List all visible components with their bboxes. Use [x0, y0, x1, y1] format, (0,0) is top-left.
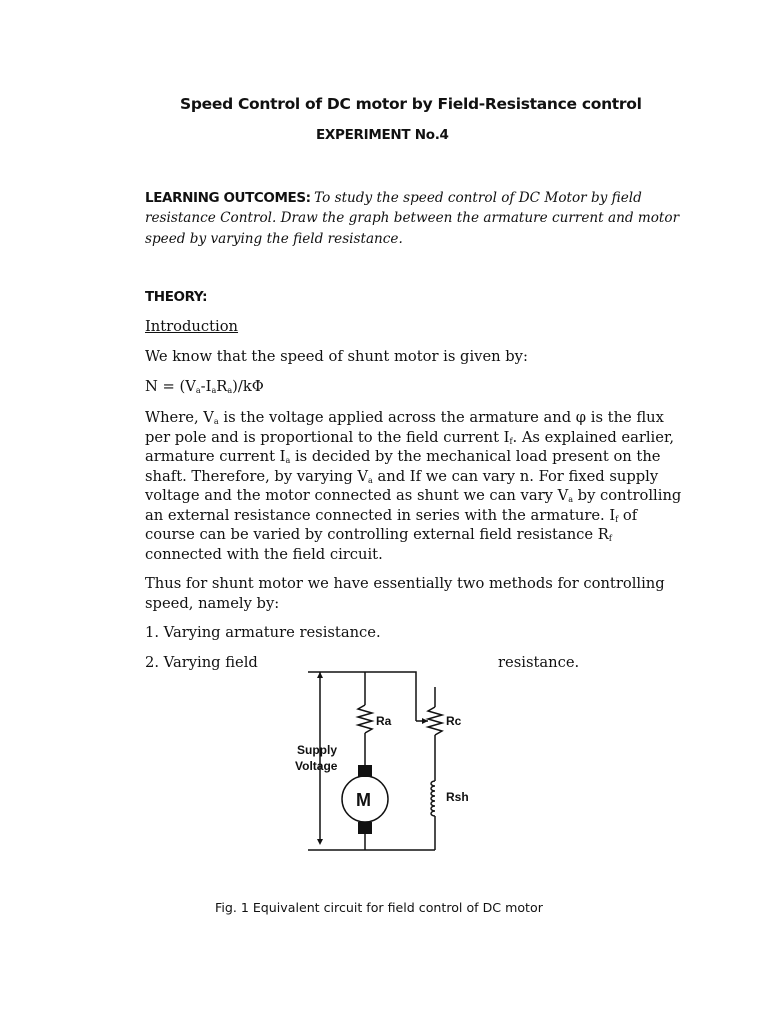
speed-statement: We know that the speed of shunt motor is given by: — [145, 348, 528, 365]
learning-outcomes-label: LEARNING OUTCOMES: — [145, 190, 311, 206]
theory-heading: THEORY: — [145, 289, 208, 305]
introduction-subheading: Introduction — [145, 318, 239, 335]
brush-bottom — [358, 822, 372, 834]
method-item-2-end: resistance. — [498, 654, 580, 671]
learning-outcomes — [145, 188, 685, 249]
learning-outcomes-text: To study the speed control of DC Motor by field resistance Control. Draw the graph between the armature current and motor speed by varying the field resistance. — [145, 190, 680, 247]
ra-resistor — [358, 705, 372, 733]
experiment-number: EXPERIMENT No.4 — [316, 127, 449, 143]
voltage-label: Voltage — [295, 759, 338, 773]
figure-caption: Fig. 1 Equivalent circuit for field control of DC motor — [215, 900, 543, 915]
circuit-diagram — [280, 665, 500, 860]
rsh-coil — [431, 781, 435, 816]
rsh-label: Rsh — [446, 790, 469, 804]
page-title: Speed Control of DC motor by Field-Resistance control — [180, 95, 642, 113]
speed-equation: $N = (V_a-I_aR_a)/k\Phi$ — [145, 378, 264, 396]
top-rail — [308, 672, 416, 687]
rc-resistor — [428, 707, 442, 735]
methods-intro: Thus for shunt motor we have essentially two methods for controlling speed, namely by: — [145, 575, 665, 612]
brush-top — [358, 765, 372, 777]
theory-paragraph: Where, $V_a$ is the voltage applied across the armature and φ is the flux per pole and is proportional to the field current $I_f$. As explained earlier, armature current $I_a$ is decided by the mechanical load present on the shaft. Therefore, by varying $V_a$ and If we can vary n. For fixed supply voltage and the motor connected as shunt we can vary $V_a$ by controlling an external resistance connected in series with the armature. $I_f$ of course can be varied by controlling external field resistance $R_f$ connected with the field circuit. — [145, 409, 682, 563]
motor-label: M — [356, 790, 371, 810]
rc-label: Rc — [446, 714, 462, 728]
method-item-1: 1. Varying armature resistance. — [145, 624, 381, 641]
supply-arrow-top — [317, 672, 323, 678]
method-item-2: 2. Varying field — [145, 654, 258, 671]
supply-arrow-bottom — [317, 839, 323, 845]
supply-label: Supply — [297, 743, 338, 757]
ra-label: Ra — [376, 714, 392, 728]
